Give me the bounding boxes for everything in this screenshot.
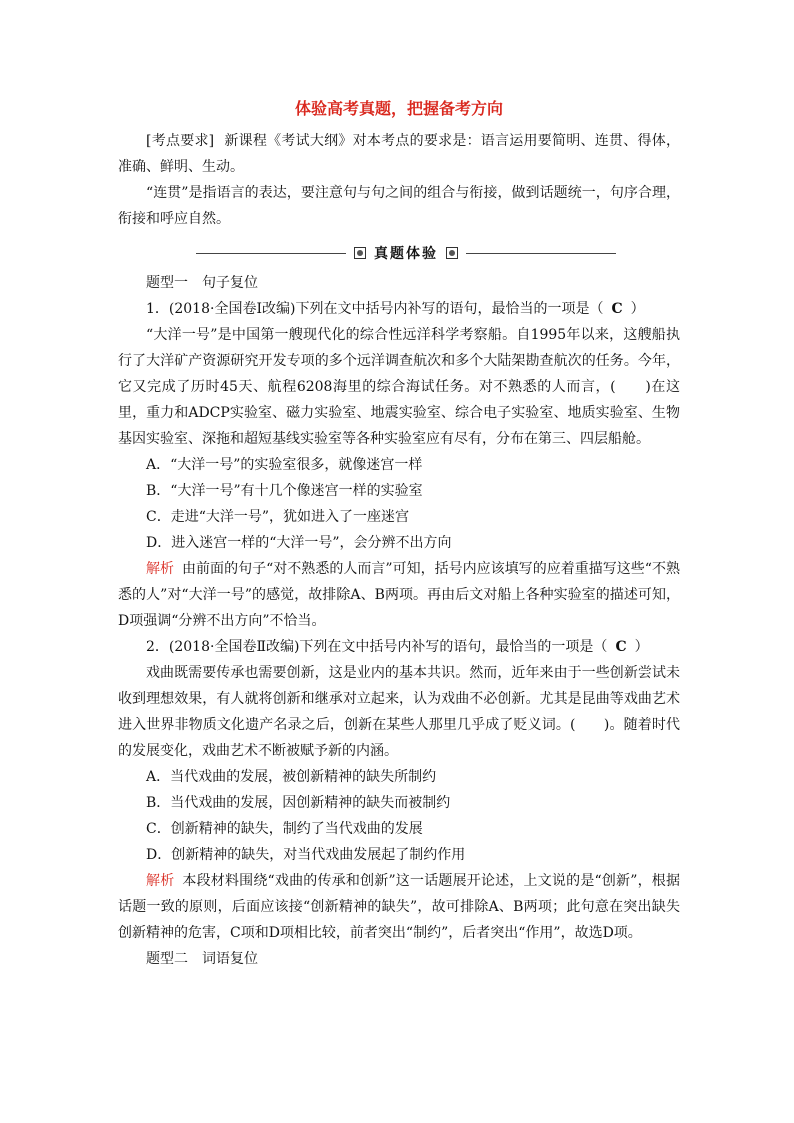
analysis-text: 本段材料围绕“戏曲的传承和创新”这一话题展开论述，上文说的是“创新”，根据话题一致的原则，后面应该接“创新精神的缺失”，故可排除A、B两项；此句意在突出缺失创新精神的危害，C项和D项相比较，前者突出“制约”，后者突出“作用”，故选D项。 (118, 873, 680, 941)
stem-end: ） (630, 301, 645, 317)
question-stem (118, 634, 680, 660)
question-type-heading: 题型一 句子复位 (146, 275, 258, 291)
option-item: B．当代戏曲的发展，因创新精神的缺失而被制约 (146, 795, 451, 811)
ornament-icon (354, 247, 366, 259)
option-item: C．走进“大洋一号”，犹如进入了一座迷宫 (146, 509, 410, 525)
option-item: D．创新精神的缺失，对当代戏曲发展起了制约作用 (146, 847, 466, 863)
requirement-text: 新课程《考试大纲》对本考点的要求是：语言运用要简明、连贯、得体，准确、鲜明、生动。 (118, 133, 680, 175)
answer-mark: C (615, 639, 627, 655)
option-item: C．创新精神的缺失，制约了当代戏曲的发展 (146, 821, 423, 837)
question-stem (118, 296, 680, 322)
analysis-paragraph (118, 868, 680, 946)
analysis-label: 解析 (146, 873, 175, 889)
divider-center (346, 242, 466, 264)
stem-end: ） (634, 639, 649, 655)
question-type-heading: 题型二 词语复位 (146, 951, 258, 967)
analysis-paragraph (118, 556, 680, 634)
page-title: 体验高考真题，把握备考方向 (294, 99, 503, 118)
answer-mark: C (611, 301, 623, 317)
divider-line-left (196, 253, 346, 254)
analysis-text: 由前面的句子“对不熟悉的人而言”可知，括号内应该填写的应着重描写这些“不熟悉的人”对“大洋一号”的感觉，故排除A、B两项。再由后文对船上各种实验室的描述可知，D项强调“分辨不出方向”不恰当。 (118, 561, 680, 629)
analysis-label: 解析 (146, 561, 175, 577)
question-passage: “大洋一号”是中国第一艘现代化的综合性远洋科学考察船。自1995年以来，这艘船执行了大洋矿产资源研究开发专项的多个远洋调查航次和多个大陆架勘查航次的任务。今年，它又完成了历时45天、航程6208海里的综合海试任务。对不熟悉的人而言，( )在这里，重力和ADCP实验室、磁力实验室、地震实验室、综合电子实验室、地质实验室、生物基因实验室、深拖和超短基线实验室等各种实验室应有尽有，分布在第三、四层船舱。 (118, 327, 680, 447)
option-item: A．“大洋一号”的实验室很多，就像迷宫一样 (146, 457, 423, 473)
section-divider (118, 240, 680, 266)
requirement-paragraph (118, 128, 680, 180)
stem-text: 2．(2018·全国卷Ⅱ改编)下列在文中括号内补写的语句，最恰当的一项是（ (146, 639, 608, 655)
requirement-label: [考点要求] (146, 133, 215, 149)
option-item: A．当代戏曲的发展，被创新精神的缺失所制约 (146, 769, 437, 785)
option-item: B．“大洋一号”有十几个像迷宫一样的实验室 (146, 483, 423, 499)
stem-text: 1．(2018·全国卷Ⅰ改编)下列在文中括号内补写的语句，最恰当的一项是（ (146, 301, 604, 317)
option-item: D．进入迷宫一样的“大洋一号”，会分辨不出方向 (146, 535, 452, 551)
definition-paragraph: “连贯”是指语言的表达，要注意句与句之间的组合与衔接，做到话题统一，句序合理，衔接和呼应自然。 (118, 185, 680, 227)
question-passage: 戏曲既需要传承也需要创新，这是业内的基本共识。然而，近年来由于一些创新尝试未收到理想效果，有人就将创新和继承对立起来，认为戏曲不必创新。尤其是昆曲等戏曲艺术进入世界非物质文化遗产名录之后，创新在某些人那里几乎成了贬义词。( )。随着时代的发展变化，戏曲艺术不断被赋予新的内涵。 (118, 665, 680, 759)
divider-label: 真题体验 (374, 246, 438, 262)
document-page (118, 98, 680, 972)
divider-line-right (466, 253, 616, 254)
ornament-icon (446, 247, 458, 259)
